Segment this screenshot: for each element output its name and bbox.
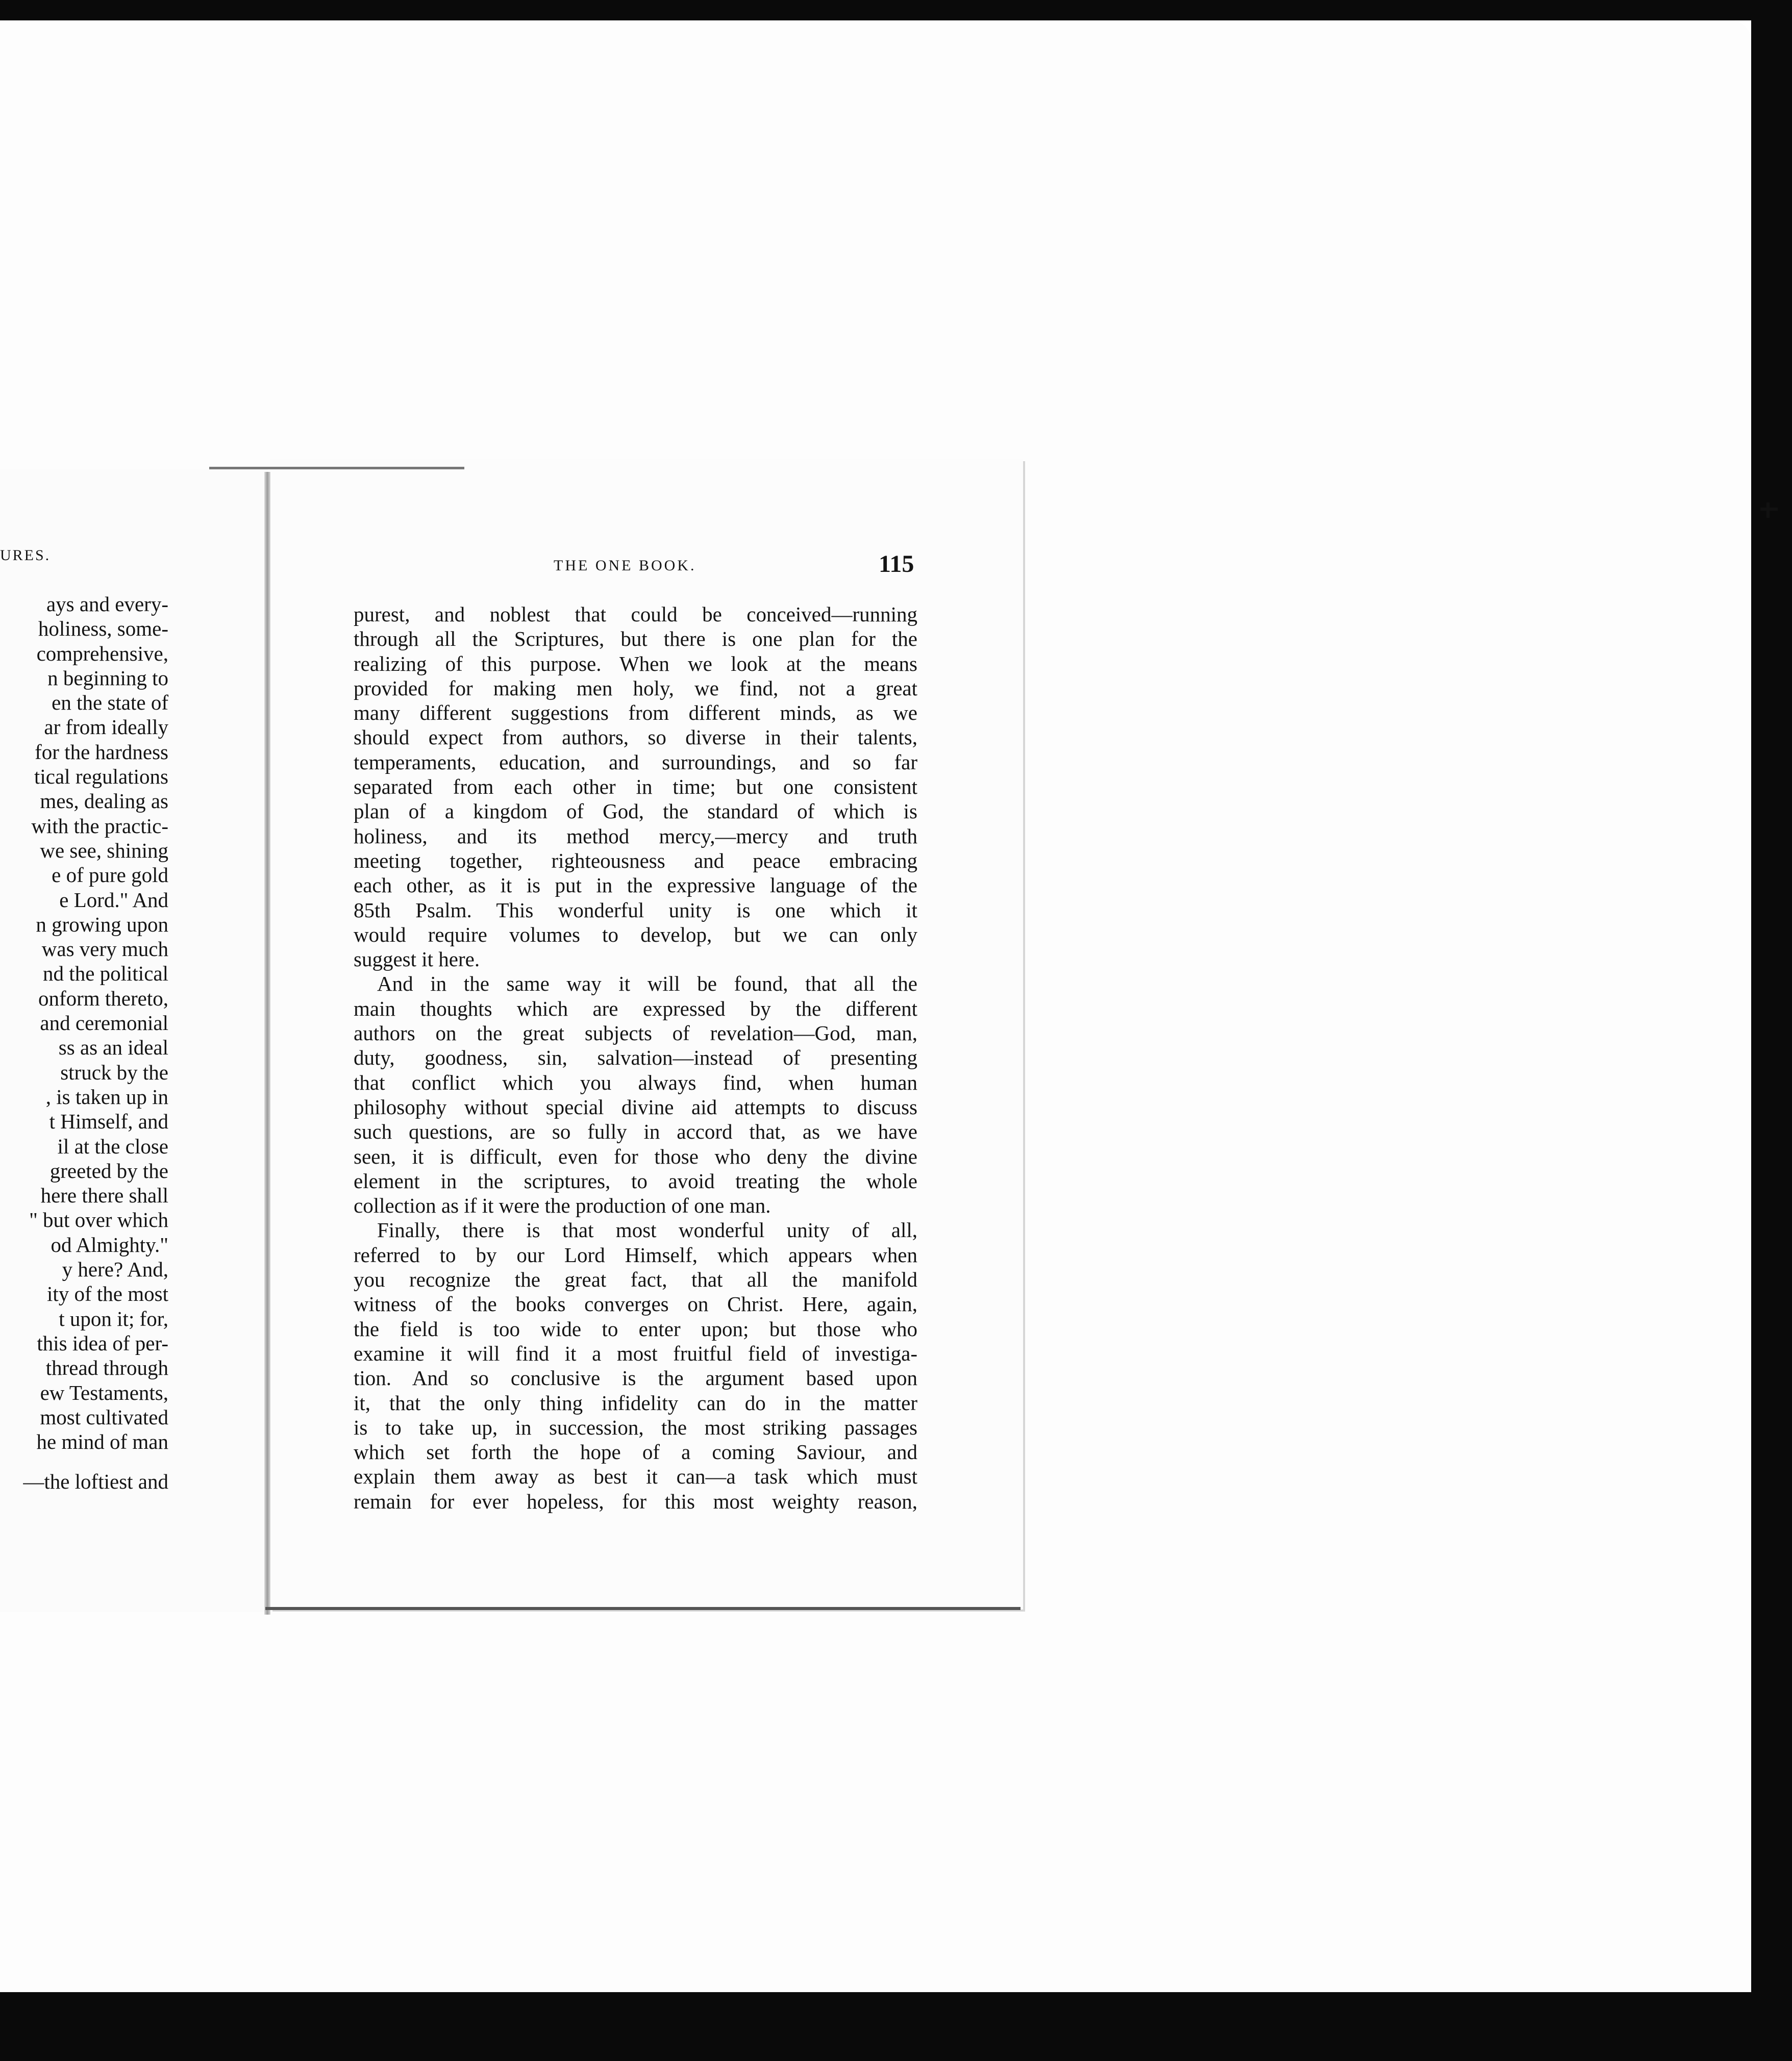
- text-line: holiness, and its method mercy,—mercy and truth: [354, 824, 917, 848]
- text-line: 85th Psalm. This wonderful unity is one which it: [354, 898, 917, 922]
- text-line: nd the political: [43, 962, 168, 986]
- text-line: with the practic-: [31, 814, 168, 838]
- text-line: en the state of: [52, 691, 168, 715]
- text-line: holiness, some-: [38, 617, 168, 641]
- scan-speck: [1766, 502, 1770, 518]
- text-line: od Almighty.": [51, 1233, 168, 1256]
- text-line: we see, shining: [40, 838, 168, 862]
- text-line: referred to by our Lord Himself, which appears when: [354, 1243, 917, 1267]
- text-line: n beginning to: [47, 666, 168, 690]
- scan-border-bottom: [0, 1992, 1792, 2061]
- running-head: THE ONE BOOK.: [554, 557, 696, 574]
- scan-border-right: [1751, 0, 1792, 2061]
- text-line: seen, it is difficult, even for those who deny the divine: [354, 1144, 917, 1168]
- text-line: explain them away as best it can—a task which must: [354, 1465, 917, 1489]
- text-line: ew Testaments,: [40, 1380, 168, 1404]
- text-line: And in the same way it will be found, that all the: [377, 972, 917, 996]
- text-line: plan of a kingdom of God, the standard of which is: [354, 799, 917, 823]
- text-line: e of pure gold: [52, 863, 168, 887]
- text-line: t upon it; for,: [59, 1306, 168, 1330]
- text-line: purest, and noblest that could be conceived—running: [354, 602, 917, 626]
- text-line: authors on the great subjects of revelation—God, man,: [354, 1021, 917, 1045]
- page-bottom-edge: [265, 1607, 1021, 1610]
- text-line: through all the Scriptures, but there is one plan for the: [354, 627, 917, 651]
- text-line: here there shall: [40, 1184, 168, 1208]
- text-line: comprehensive,: [36, 641, 168, 665]
- text-line: il at the close: [57, 1134, 168, 1158]
- text-line: most cultivated: [40, 1405, 168, 1429]
- text-line: provided for making men holy, we find, not a great: [354, 676, 917, 700]
- text-line: mes, dealing as: [40, 789, 168, 813]
- text-line: such questions, are so fully in accord that, as we have: [354, 1120, 917, 1144]
- scan-border-top: [0, 0, 1792, 20]
- text-line: separated from each other in time; but one consistent: [354, 775, 917, 799]
- text-line: ar from ideally: [44, 715, 168, 739]
- text-line: many different suggestions from different minds, as we: [354, 701, 917, 725]
- text-line: and ceremonial: [40, 1011, 168, 1035]
- text-line: element in the scriptures, to avoid treating the whole: [354, 1169, 917, 1193]
- text-line: thread through: [45, 1356, 168, 1380]
- page-number: 115: [879, 550, 914, 577]
- text-line: , is taken up in: [45, 1085, 168, 1109]
- text-line: struck by the: [60, 1060, 168, 1084]
- text-line: collection as if it were the production of one man.: [354, 1194, 771, 1218]
- text-line: y here? And,: [62, 1258, 168, 1281]
- left-running-head: URES.: [0, 547, 51, 564]
- text-line: main thoughts which are expressed by the different: [354, 996, 917, 1020]
- text-line: you recognize the great fact, that all the manifold: [354, 1268, 917, 1292]
- text-line: greeted by the: [49, 1159, 168, 1183]
- text-line: for the hardness: [35, 740, 168, 764]
- text-line: the field is too wide to enter upon; but those who: [354, 1317, 917, 1341]
- text-line: he mind of man: [36, 1430, 168, 1454]
- text-line: philosophy without special divine aid attempts to discuss: [354, 1095, 917, 1119]
- text-line: " but over which: [29, 1208, 168, 1232]
- text-line: it, that the only thing infidelity can do in the matter: [354, 1391, 917, 1415]
- text-line: onform thereto,: [38, 986, 168, 1010]
- text-line: that conflict which you always find, when human: [354, 1070, 917, 1094]
- book-gutter: [264, 472, 270, 1615]
- text-line: t Himself, and: [49, 1110, 168, 1134]
- page-top-edge: [209, 467, 464, 469]
- text-line: temperaments, education, and surroundings, and so far: [354, 750, 917, 774]
- text-line: is to take up, in succession, the most striking passages: [354, 1415, 917, 1439]
- text-line: should expect from authors, so diverse in their talents,: [354, 725, 917, 749]
- text-line: ity of the most: [46, 1282, 168, 1306]
- text-line: witness of the books converges on Christ. Here, again,: [354, 1292, 917, 1316]
- text-line: meeting together, righteousness and peace embracing: [354, 848, 917, 872]
- text-line: Finally, there is that most wonderful unity of all,: [377, 1218, 917, 1242]
- text-line: tion. And so conclusive is the argument based upon: [354, 1366, 917, 1390]
- text-line: duty, goodness, sin, salvation—instead of presenting: [354, 1046, 917, 1070]
- text-line: tical regulations: [34, 765, 168, 789]
- text-line: ss as an ideal: [58, 1036, 168, 1060]
- text-line: this idea of per-: [37, 1331, 168, 1355]
- text-line: —the loftiest and: [23, 1470, 168, 1494]
- text-line: was very much: [41, 937, 168, 961]
- text-line: each other, as it is put in the expressive language of the: [354, 873, 917, 897]
- text-line: ays and every-: [46, 592, 168, 616]
- text-line: which set forth the hope of a coming Saviour, and: [354, 1440, 917, 1464]
- text-line: would require volumes to develop, but we can only: [354, 922, 917, 946]
- text-line: n growing upon: [36, 912, 168, 936]
- text-line: suggest it here.: [354, 947, 480, 971]
- text-line: realizing of this purpose. When we look at the means: [354, 651, 917, 675]
- text-line: examine it will find it a most fruitful field of investiga-: [354, 1341, 917, 1365]
- text-line: e Lord." And: [59, 888, 168, 912]
- left-page-text: [0, 592, 168, 1494]
- text-line: remain for ever hopeless, for this most weighty reason,: [354, 1489, 917, 1513]
- body-text: [354, 602, 917, 1514]
